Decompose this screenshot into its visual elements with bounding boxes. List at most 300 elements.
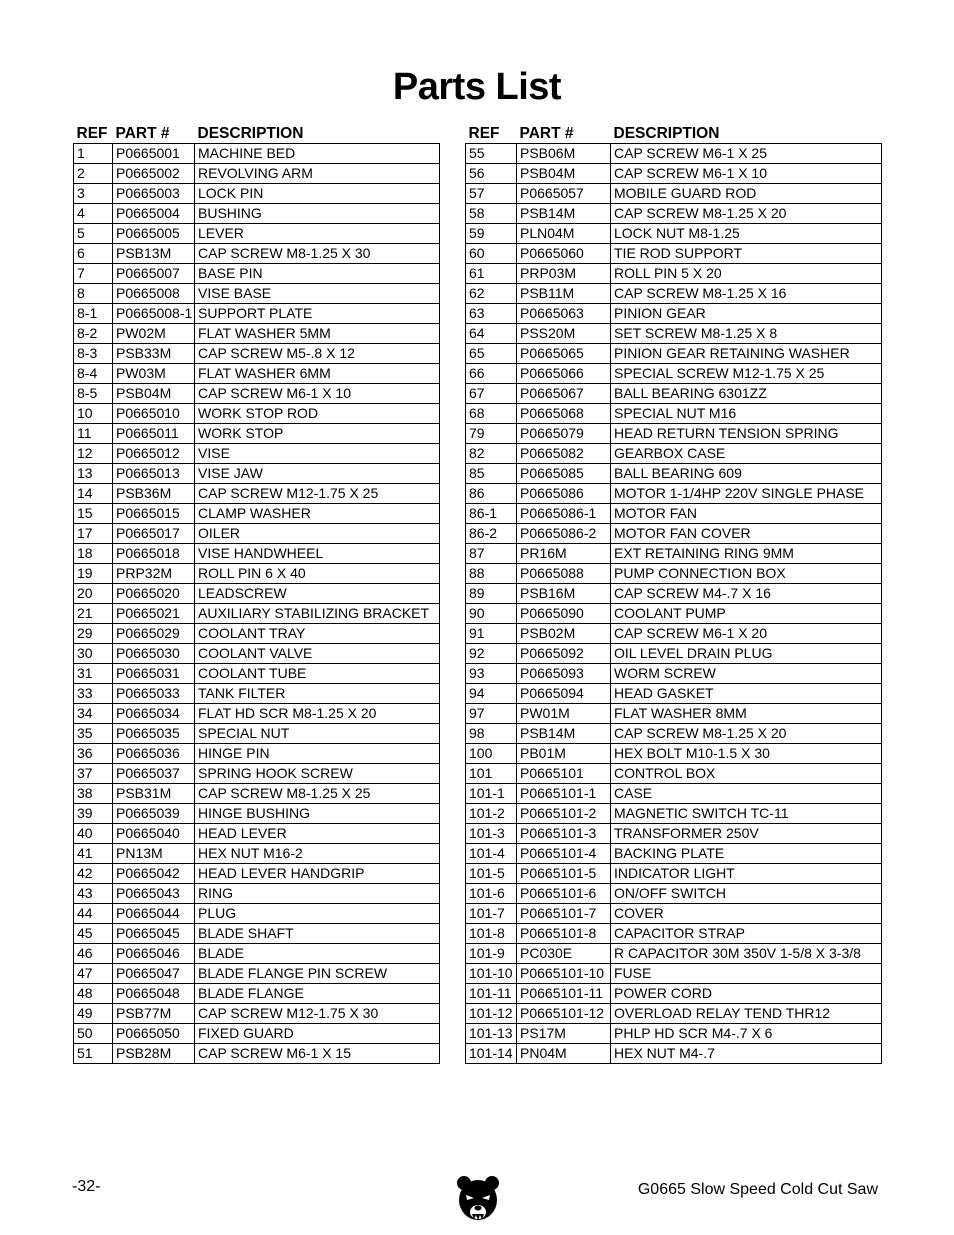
table-row	[74, 484, 440, 504]
part-number-cell: P0665034	[113, 704, 195, 724]
description-cell: MOBILE GUARD ROD	[611, 184, 882, 204]
ref-cell: 19	[74, 564, 113, 584]
table-row	[466, 404, 882, 424]
table-row	[466, 544, 882, 564]
ref-cell: 1	[74, 144, 113, 164]
table-row	[466, 344, 882, 364]
part-number-cell: P0665012	[113, 444, 195, 464]
part-number-cell: P0665088	[517, 564, 611, 584]
description-header: DESCRIPTION	[613, 125, 720, 142]
description-cell: CAP SCREW M6-1 X 25	[611, 144, 882, 164]
ref-cell: 8-5	[74, 384, 113, 404]
ref-cell: 89	[466, 584, 517, 604]
part-number-cell: PSB14M	[517, 204, 611, 224]
ref-cell: 10	[74, 404, 113, 424]
part-number-cell: P0665050	[113, 1024, 195, 1044]
ref-cell: 15	[74, 504, 113, 524]
table-row	[466, 144, 882, 164]
part-number-cell: P0665039	[113, 804, 195, 824]
description-cell: ROLL PIN 5 X 20	[611, 264, 882, 284]
ref-cell: 36	[74, 744, 113, 764]
part-number-cell: P0665046	[113, 944, 195, 964]
ref-cell: 20	[74, 584, 113, 604]
ref-cell: 5	[74, 224, 113, 244]
part-number-cell: PW01M	[517, 704, 611, 724]
ref-cell: 101-4	[466, 844, 517, 864]
description-cell: COVER	[611, 904, 882, 924]
ref-cell: 8-4	[74, 364, 113, 384]
table-row	[74, 284, 440, 304]
ref-cell: 29	[74, 624, 113, 644]
description-cell: HINGE PIN	[195, 744, 440, 764]
part-number-cell: P0665018	[113, 544, 195, 564]
table-row	[466, 264, 882, 284]
table-row	[74, 424, 440, 444]
description-cell: HINGE BUSHING	[195, 804, 440, 824]
part-number-cell: P0665101-5	[517, 864, 611, 884]
part-number-cell: P0665101-1	[517, 784, 611, 804]
ref-cell: 101-5	[466, 864, 517, 884]
table-row	[466, 524, 882, 544]
ref-cell: 79	[466, 424, 517, 444]
table-row	[74, 224, 440, 244]
description-cell: COOLANT TRAY	[195, 624, 440, 644]
table-row	[74, 824, 440, 844]
part-number-cell: P0665033	[113, 684, 195, 704]
ref-cell: 44	[74, 904, 113, 924]
table-row	[74, 324, 440, 344]
ref-cell: 94	[466, 684, 517, 704]
table-row	[74, 564, 440, 584]
part-number-cell: PN04M	[517, 1044, 611, 1064]
part-number-cell: PSB04M	[113, 384, 195, 404]
ref-cell: 64	[466, 324, 517, 344]
table-header-row	[74, 124, 440, 144]
part-number-cell: P0665101-7	[517, 904, 611, 924]
description-cell: MACHINE BED	[195, 144, 440, 164]
description-cell: BACKING PLATE	[611, 844, 882, 864]
ref-cell: 45	[74, 924, 113, 944]
ref-cell: 101-7	[466, 904, 517, 924]
ref-cell: 46	[74, 944, 113, 964]
table-row	[466, 984, 882, 1004]
ref-cell: 61	[466, 264, 517, 284]
description-cell: HEAD RETURN TENSION SPRING	[611, 424, 882, 444]
table-row	[466, 644, 882, 664]
table-row	[466, 164, 882, 184]
ref-cell: 55	[466, 144, 517, 164]
part-number-cell: PR16M	[517, 544, 611, 564]
ref-cell: 8	[74, 284, 113, 304]
part-number-cell: PN13M	[113, 844, 195, 864]
part-number-cell: P0665003	[113, 184, 195, 204]
description-cell: R CAPACITOR 30M 350V 1-5/8 X 3-3/8	[611, 944, 882, 964]
table-row	[74, 504, 440, 524]
part-number-cell: P0665101	[517, 764, 611, 784]
description-cell: CAP SCREW M12-1.75 X 30	[195, 1004, 440, 1024]
table-row	[74, 464, 440, 484]
table-row	[466, 504, 882, 524]
ref-cell: 6	[74, 244, 113, 264]
table-row	[74, 184, 440, 204]
description-cell: COOLANT PUMP	[611, 604, 882, 624]
description-cell: PINION GEAR RETAINING WASHER	[611, 344, 882, 364]
part-number-cell: P0665004	[113, 204, 195, 224]
table-row	[466, 924, 882, 944]
part-number-cell: P0665008-1	[113, 304, 195, 324]
description-cell: HEX NUT M16-2	[195, 844, 440, 864]
description-header: DESCRIPTION	[197, 125, 304, 142]
table-row	[74, 524, 440, 544]
description-cell: CAP SCREW M8-1.25 X 25	[195, 784, 440, 804]
ref-cell: 37	[74, 764, 113, 784]
ref-cell: 101-14	[466, 1044, 517, 1064]
description-cell: INDICATOR LIGHT	[611, 864, 882, 884]
table-row	[466, 464, 882, 484]
part-number-cell: P0665092	[517, 644, 611, 664]
ref-cell: 13	[74, 464, 113, 484]
table-row	[74, 944, 440, 964]
table-row	[466, 284, 882, 304]
ref-cell: 35	[74, 724, 113, 744]
part-number-cell: P0665068	[517, 404, 611, 424]
table-row	[74, 924, 440, 944]
description-cell: ROLL PIN 6 X 40	[195, 564, 440, 584]
parts-table-left	[73, 124, 440, 1064]
ref-cell: 68	[466, 404, 517, 424]
description-cell: FIXED GUARD	[195, 1024, 440, 1044]
part-number-cell: PSS20M	[517, 324, 611, 344]
description-cell: CAP SCREW M8-1.25 X 20	[611, 724, 882, 744]
table-row	[466, 624, 882, 644]
part-number-cell: PSB13M	[113, 244, 195, 264]
table-row	[74, 404, 440, 424]
ref-cell: 92	[466, 644, 517, 664]
description-cell: BLADE FLANGE PIN SCREW	[195, 964, 440, 984]
ref-cell: 91	[466, 624, 517, 644]
table-row	[466, 304, 882, 324]
description-cell: CAP SCREW M6-1 X 20	[611, 624, 882, 644]
description-cell: SPRING HOOK SCREW	[195, 764, 440, 784]
part-number-cell: P0665085	[517, 464, 611, 484]
description-cell: HEAD LEVER HANDGRIP	[195, 864, 440, 884]
description-cell: MAGNETIC SWITCH TC-11	[611, 804, 882, 824]
part-number-cell: P0665101-6	[517, 884, 611, 904]
part-number-cell: P0665042	[113, 864, 195, 884]
part-number-cell: P0665060	[517, 244, 611, 264]
description-cell: OILER	[195, 524, 440, 544]
part-number-cell: PSB04M	[517, 164, 611, 184]
description-cell: PINION GEAR	[611, 304, 882, 324]
description-cell: LOCK NUT M8-1.25	[611, 224, 882, 244]
description-cell: BLADE SHAFT	[195, 924, 440, 944]
description-cell: COOLANT TUBE	[195, 664, 440, 684]
ref-cell: 101-2	[466, 804, 517, 824]
description-cell: MOTOR 1-1/4HP 220V SINGLE PHASE	[611, 484, 882, 504]
ref-cell: 86-1	[466, 504, 517, 524]
ref-cell: 43	[74, 884, 113, 904]
part-number-header: PART #	[519, 125, 574, 142]
part-number-cell: P0665101-12	[517, 1004, 611, 1024]
part-number-cell: P0665094	[517, 684, 611, 704]
description-cell: RING	[195, 884, 440, 904]
table-row	[74, 964, 440, 984]
table-row	[466, 684, 882, 704]
ref-cell: 86-2	[466, 524, 517, 544]
ref-cell: 85	[466, 464, 517, 484]
part-number-cell: PS17M	[517, 1024, 611, 1044]
description-cell: LOCK PIN	[195, 184, 440, 204]
part-number-cell: P0665086	[517, 484, 611, 504]
description-cell: EXT RETAINING RING 9MM	[611, 544, 882, 564]
table-row	[74, 744, 440, 764]
ref-cell: 101-12	[466, 1004, 517, 1024]
ref-cell: 66	[466, 364, 517, 384]
description-cell: HEX BOLT M10-1.5 X 30	[611, 744, 882, 764]
part-number-cell: P0665001	[113, 144, 195, 164]
description-cell: VISE	[195, 444, 440, 464]
page-title: Parts List	[392, 66, 562, 108]
ref-cell: 39	[74, 804, 113, 824]
description-cell: PHLP HD SCR M4-.7 X 6	[611, 1024, 882, 1044]
part-number-cell: P0665101-4	[517, 844, 611, 864]
description-cell: OVERLOAD RELAY TEND THR12	[611, 1004, 882, 1024]
table-row	[466, 904, 882, 924]
part-number-cell: P0665079	[517, 424, 611, 444]
part-number-cell: P0665007	[113, 264, 195, 284]
table-row	[74, 584, 440, 604]
description-cell: CAP SCREW M6-1 X 15	[195, 1044, 440, 1064]
part-number-cell: PC030E	[517, 944, 611, 964]
part-number-cell: P0665048	[113, 984, 195, 1004]
ref-cell: 101-13	[466, 1024, 517, 1044]
table-row	[74, 684, 440, 704]
description-cell: WORM SCREW	[611, 664, 882, 684]
ref-header: REF	[76, 125, 108, 142]
part-number-cell: PSB06M	[517, 144, 611, 164]
table-row	[74, 384, 440, 404]
description-cell: CAP SCREW M8-1.25 X 16	[611, 284, 882, 304]
ref-cell: 21	[74, 604, 113, 624]
table-row	[466, 204, 882, 224]
ref-cell: 41	[74, 844, 113, 864]
ref-cell: 58	[466, 204, 517, 224]
part-number-cell: P0665082	[517, 444, 611, 464]
part-number-cell: P0665013	[113, 464, 195, 484]
ref-cell: 93	[466, 664, 517, 684]
ref-cell: 12	[74, 444, 113, 464]
ref-cell: 47	[74, 964, 113, 984]
ref-cell: 67	[466, 384, 517, 404]
table-row	[466, 804, 882, 824]
description-cell: HEAD GASKET	[611, 684, 882, 704]
description-cell: CAP SCREW M5-.8 X 12	[195, 344, 440, 364]
description-cell: WORK STOP ROD	[195, 404, 440, 424]
description-cell: PLUG	[195, 904, 440, 924]
table-row	[74, 444, 440, 464]
description-cell: FLAT WASHER 5MM	[195, 324, 440, 344]
bear-head-icon	[455, 1175, 501, 1223]
part-number-cell: PW02M	[113, 324, 195, 344]
ref-cell: 65	[466, 344, 517, 364]
part-number-cell: PSB31M	[113, 784, 195, 804]
description-cell: ON/OFF SWITCH	[611, 884, 882, 904]
ref-cell: 4	[74, 204, 113, 224]
description-cell: SPECIAL NUT M16	[611, 404, 882, 424]
part-number-cell: PRP32M	[113, 564, 195, 584]
table-row	[466, 444, 882, 464]
table-row	[74, 724, 440, 744]
part-number-cell: P0665030	[113, 644, 195, 664]
description-cell: LEADSCREW	[195, 584, 440, 604]
part-number-cell: PW03M	[113, 364, 195, 384]
part-number-cell: PSB11M	[517, 284, 611, 304]
ref-cell: 8-3	[74, 344, 113, 364]
part-number-cell: PSB33M	[113, 344, 195, 364]
part-number-cell: PSB02M	[517, 624, 611, 644]
table-row	[74, 344, 440, 364]
description-cell: VISE HANDWHEEL	[195, 544, 440, 564]
table-row	[466, 844, 882, 864]
table-row	[466, 384, 882, 404]
ref-cell: 8-1	[74, 304, 113, 324]
description-cell: FLAT WASHER 6MM	[195, 364, 440, 384]
table-row	[74, 844, 440, 864]
table-row	[74, 1004, 440, 1024]
ref-cell: 59	[466, 224, 517, 244]
part-number-cell: PSB28M	[113, 1044, 195, 1064]
part-number-cell: P0665090	[517, 604, 611, 624]
ref-cell: 14	[74, 484, 113, 504]
part-number-cell: P0665086-1	[517, 504, 611, 524]
ref-cell: 30	[74, 644, 113, 664]
part-number-cell: PSB36M	[113, 484, 195, 504]
table-row	[74, 764, 440, 784]
ref-cell: 62	[466, 284, 517, 304]
part-number-cell: PRP03M	[517, 264, 611, 284]
table-row	[466, 184, 882, 204]
table-row	[74, 204, 440, 224]
description-cell: BALL BEARING 6301ZZ	[611, 384, 882, 404]
description-cell: SET SCREW M8-1.25 X 8	[611, 324, 882, 344]
part-number-cell: P0665057	[517, 184, 611, 204]
table-row	[74, 364, 440, 384]
part-number-cell: P0665066	[517, 364, 611, 384]
document-title: G0665 Slow Speed Cold Cut Saw	[637, 1181, 878, 1198]
ref-cell: 60	[466, 244, 517, 264]
table-row	[74, 244, 440, 264]
description-cell: CAP SCREW M6-1 X 10	[195, 384, 440, 404]
ref-cell: 18	[74, 544, 113, 564]
table-row	[74, 784, 440, 804]
table-row	[466, 864, 882, 884]
ref-cell: 63	[466, 304, 517, 324]
description-cell: FLAT HD SCR M8-1.25 X 20	[195, 704, 440, 724]
description-cell: CASE	[611, 784, 882, 804]
description-cell: SUPPORT PLATE	[195, 304, 440, 324]
ref-cell: 31	[74, 664, 113, 684]
ref-cell: 48	[74, 984, 113, 1004]
description-cell: HEAD LEVER	[195, 824, 440, 844]
description-cell: MOTOR FAN COVER	[611, 524, 882, 544]
part-number-cell: P0665015	[113, 504, 195, 524]
table-row	[466, 784, 882, 804]
description-cell: PUMP CONNECTION BOX	[611, 564, 882, 584]
part-number-cell: P0665031	[113, 664, 195, 684]
table-row	[466, 484, 882, 504]
description-cell: GEARBOX CASE	[611, 444, 882, 464]
table-row	[466, 944, 882, 964]
ref-cell: 50	[74, 1024, 113, 1044]
part-number-cell: P0665045	[113, 924, 195, 944]
part-number-cell: P0665065	[517, 344, 611, 364]
table-row	[74, 884, 440, 904]
ref-cell: 88	[466, 564, 517, 584]
part-number-cell: P0665008	[113, 284, 195, 304]
part-number-cell: P0665086-2	[517, 524, 611, 544]
part-number-cell: P0665020	[113, 584, 195, 604]
ref-cell: 56	[466, 164, 517, 184]
table-row	[466, 764, 882, 784]
description-cell: OIL LEVEL DRAIN PLUG	[611, 644, 882, 664]
description-cell: VISE JAW	[195, 464, 440, 484]
description-cell: CAP SCREW M8-1.25 X 20	[611, 204, 882, 224]
table-row	[466, 244, 882, 264]
part-number-cell: PSB16M	[517, 584, 611, 604]
ref-cell: 51	[74, 1044, 113, 1064]
table-row	[466, 884, 882, 904]
table-row	[466, 1024, 882, 1044]
ref-cell: 33	[74, 684, 113, 704]
description-cell: CAP SCREW M6-1 X 10	[611, 164, 882, 184]
part-number-cell: P0665002	[113, 164, 195, 184]
parts-table-right	[465, 124, 882, 1064]
table-header-row	[466, 124, 882, 144]
table-row	[466, 584, 882, 604]
ref-cell: 86	[466, 484, 517, 504]
part-number-cell: P0665063	[517, 304, 611, 324]
table-row	[74, 904, 440, 924]
part-number-cell: P0665021	[113, 604, 195, 624]
table-row	[466, 324, 882, 344]
description-cell: CAPACITOR STRAP	[611, 924, 882, 944]
description-cell: LEVER	[195, 224, 440, 244]
ref-cell: 7	[74, 264, 113, 284]
description-cell: MOTOR FAN	[611, 504, 882, 524]
description-cell: CAP SCREW M8-1.25 X 30	[195, 244, 440, 264]
part-number-cell: P0665101-11	[517, 984, 611, 1004]
table-row	[74, 144, 440, 164]
ref-cell: 82	[466, 444, 517, 464]
table-row	[74, 604, 440, 624]
ref-cell: 8-2	[74, 324, 113, 344]
table-row	[466, 604, 882, 624]
table-row	[74, 1044, 440, 1064]
ref-cell: 11	[74, 424, 113, 444]
part-number-cell: PB01M	[517, 744, 611, 764]
table-row	[74, 164, 440, 184]
description-cell: BLADE	[195, 944, 440, 964]
part-number-cell: P0665101-8	[517, 924, 611, 944]
ref-cell: 49	[74, 1004, 113, 1024]
ref-cell: 3	[74, 184, 113, 204]
part-number-cell: PSB77M	[113, 1004, 195, 1024]
ref-cell: 101-3	[466, 824, 517, 844]
description-cell: FUSE	[611, 964, 882, 984]
table-row	[466, 744, 882, 764]
description-cell: SPECIAL NUT	[195, 724, 440, 744]
ref-cell: 101-8	[466, 924, 517, 944]
